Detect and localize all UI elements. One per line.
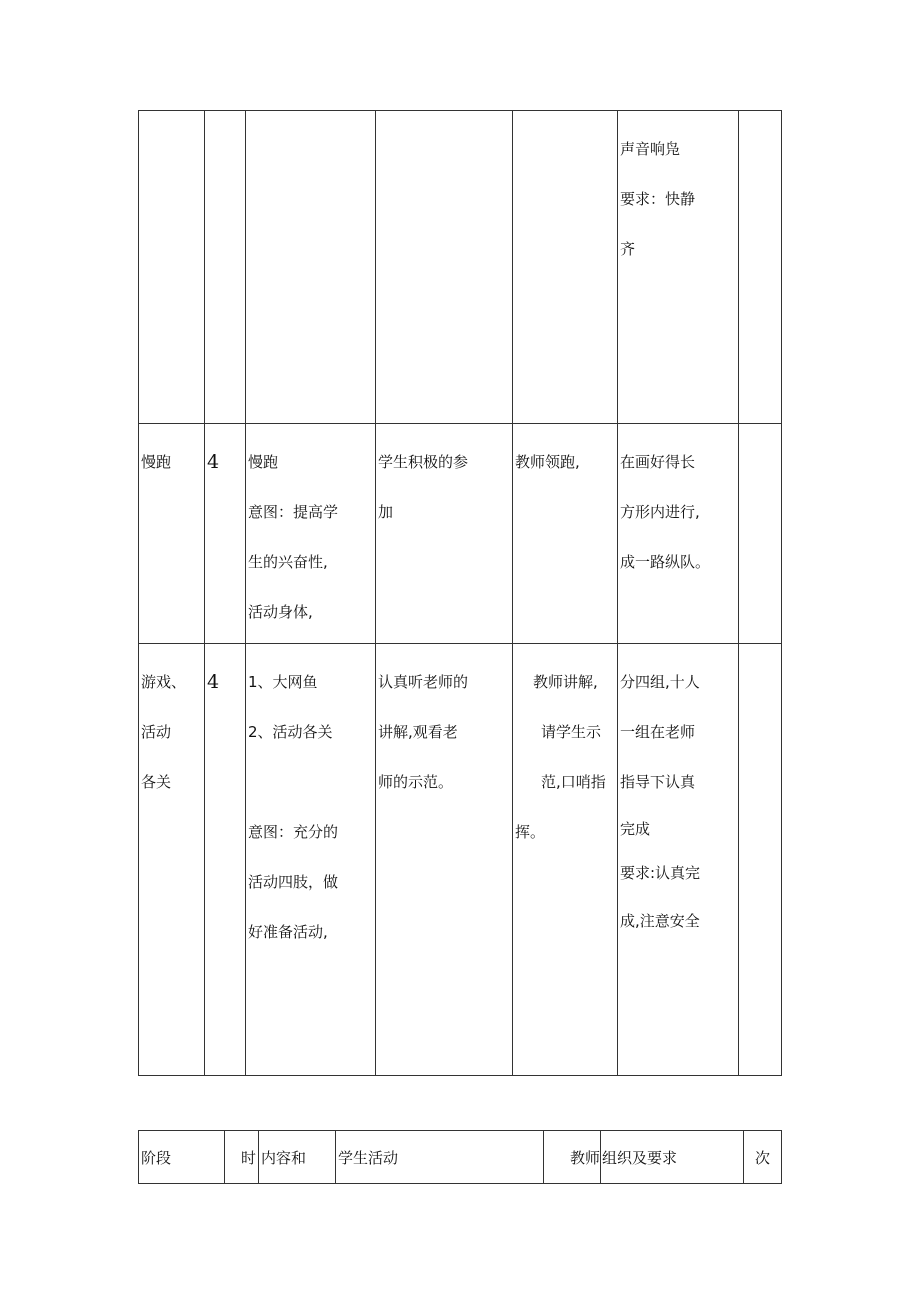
student-line: 加	[378, 503, 394, 521]
content-cell	[246, 111, 376, 424]
content-line: 意图：提高学	[248, 503, 339, 521]
table-row-jog	[139, 424, 782, 644]
lesson-plan-header-table	[138, 1130, 782, 1184]
table-row-continued	[139, 111, 782, 424]
stage-cell	[139, 644, 205, 1076]
student-activity-cell	[376, 424, 513, 644]
teacher-line: 教师讲解,	[533, 673, 598, 691]
organization-line: 分四组,十人	[620, 673, 700, 691]
content-spacer	[248, 757, 375, 807]
teacher-activity-cell	[513, 644, 618, 1076]
organization-line: 指导下认真	[620, 773, 696, 791]
student-line: 讲解,观看老	[378, 723, 458, 741]
header-content: 内容和	[259, 1131, 336, 1184]
lesson-plan-table	[138, 110, 782, 1076]
stage-line: 活动	[141, 723, 172, 741]
content-intent-line: 好准备活动,	[248, 923, 328, 941]
student-activity-cell	[376, 644, 513, 1076]
content-line: 慢跑	[248, 453, 279, 471]
student-activity-cell	[376, 111, 513, 424]
organization-cell	[618, 111, 739, 424]
count-cell	[739, 424, 782, 644]
count-cell	[739, 111, 782, 424]
header-teacher: 教师	[544, 1131, 601, 1184]
organization-line: 齐	[620, 240, 636, 258]
organization-line: 在画好得长	[620, 453, 696, 471]
content-intent-line: 意图：充分的	[248, 823, 339, 841]
content-intent-line: 活动四肢，做	[248, 873, 339, 891]
header-stage: 阶段	[139, 1131, 225, 1184]
teacher-line: 挥。	[515, 823, 546, 841]
organization-line: 成一路纵队。	[620, 553, 711, 571]
organization-cell	[618, 644, 739, 1076]
stage-cell	[139, 424, 205, 644]
organization-line: 要求：快静	[620, 190, 696, 208]
content-cell	[246, 644, 376, 1076]
organization-line: 要求:认真完	[620, 864, 701, 882]
header-student-activity: 学生活动	[336, 1131, 544, 1184]
teacher-line: 请学生示	[541, 723, 602, 741]
student-line: 学生积极的参	[378, 453, 469, 471]
organization-line: 完成	[620, 820, 651, 838]
teacher-activity-cell	[513, 111, 618, 424]
content-line: 生的兴奋性,	[248, 553, 328, 571]
teacher-line: 教师领跑,	[515, 453, 580, 471]
content-item: 1、大网鱼	[248, 673, 318, 691]
header-row	[139, 1131, 782, 1184]
time-value: 4	[207, 451, 220, 473]
student-line: 师的示范。	[378, 773, 454, 791]
time-cell	[205, 111, 246, 424]
time-value: 4	[207, 671, 220, 693]
count-cell	[739, 644, 782, 1076]
organization-line: 方形内进行,	[620, 503, 700, 521]
organization-line: 一组在老师	[620, 723, 696, 741]
organization-line: 成,注意安全	[620, 912, 700, 930]
time-cell	[205, 424, 246, 644]
stage-line: 游戏、	[141, 673, 187, 691]
table-row-game	[139, 644, 782, 1076]
stage-label: 慢跑	[141, 453, 172, 471]
header-count: 次	[744, 1131, 782, 1184]
header-organization: 组织及要求	[601, 1131, 744, 1184]
time-cell	[205, 644, 246, 1076]
student-line: 认真听老师的	[378, 673, 469, 691]
organization-cell	[618, 424, 739, 644]
header-time: 时	[225, 1131, 259, 1184]
stage-line: 各关	[141, 773, 172, 791]
stage-cell	[139, 111, 205, 424]
content-item: 2、活动各关	[248, 723, 333, 741]
content-line: 活动身体,	[248, 603, 313, 621]
teacher-line: 范,口哨指	[541, 773, 606, 791]
organization-line: 声音响凫	[620, 140, 681, 158]
content-cell	[246, 424, 376, 644]
teacher-activity-cell	[513, 424, 618, 644]
